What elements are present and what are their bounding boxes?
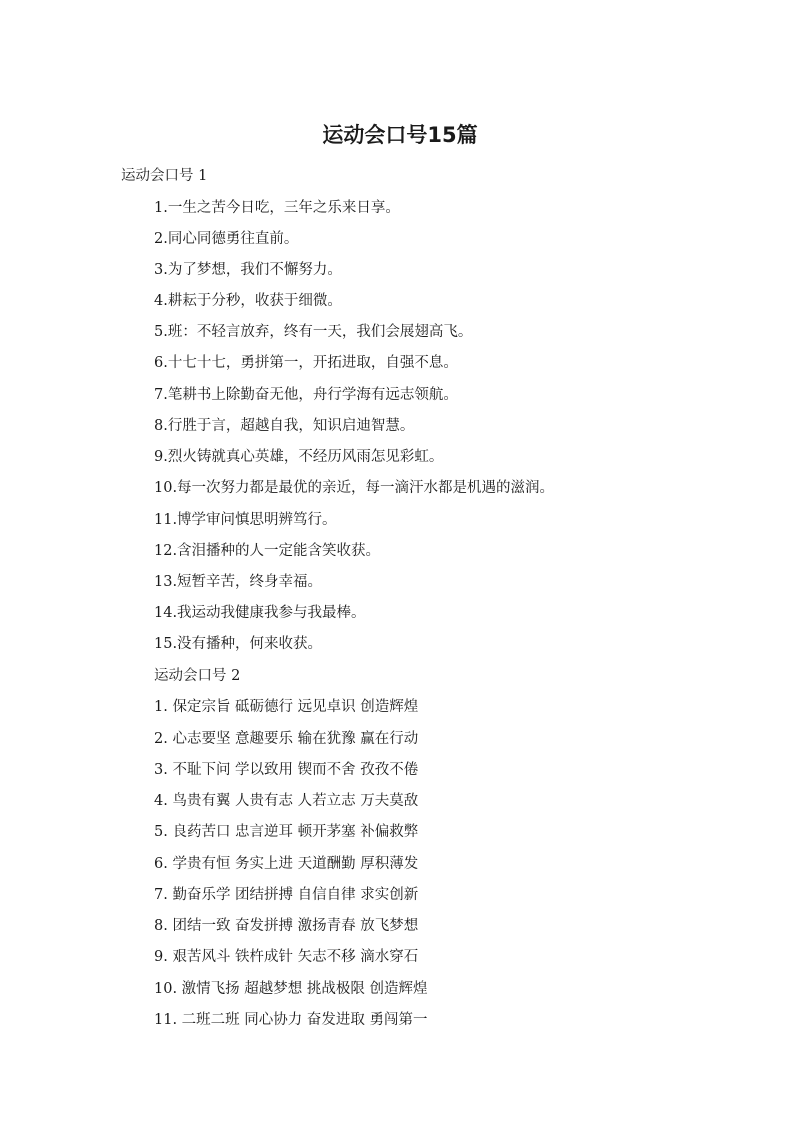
section-heading-2: 运动会口号 2 bbox=[154, 668, 241, 684]
list-item: 10. 激情飞扬 超越梦想 挑战极限 创造辉煌 bbox=[154, 981, 428, 997]
list-item: 2.同心同德勇往直前。 bbox=[154, 231, 299, 247]
list-item: 4.耕耘于分秒，收获于细微。 bbox=[154, 293, 342, 309]
list-item: 12.含泪播种的人一定能含笑收获。 bbox=[154, 543, 381, 559]
list-item: 2. 心志要坚 意趣要乐 输在犹豫 赢在行动 bbox=[154, 731, 419, 747]
list-item: 1. 保定宗旨 砥砺德行 远见卓识 创造辉煌 bbox=[154, 699, 419, 715]
list-item: 8.行胜于言，超越自我，知识启迪智慧。 bbox=[154, 418, 415, 434]
list-item: 10.每一次努力都是最优的亲近，每一滴汗水都是机遇的滋润。 bbox=[154, 480, 555, 496]
list-item: 3.为了梦想，我们不懈努力。 bbox=[154, 262, 342, 278]
list-item: 1.一生之苦今日吃，三年之乐来日享。 bbox=[154, 200, 400, 216]
list-item: 3. 不耻下问 学以致用 锲而不舍 孜孜不倦 bbox=[154, 762, 419, 778]
list-item: 9. 艰苦风斗 铁杵成针 矢志不移 滴水穿石 bbox=[154, 949, 419, 965]
list-item: 6. 学贵有恒 务实上进 天道酬勤 厚积薄发 bbox=[154, 856, 419, 872]
list-item: 4. 鸟贵有翼 人贵有志 人若立志 万夫莫敌 bbox=[154, 793, 419, 809]
list-item: 8. 团结一致 奋发拼搏 激扬青春 放飞梦想 bbox=[154, 918, 419, 934]
list-item: 9.烈火铸就真心英雄，不经历风雨怎见彩虹。 bbox=[154, 449, 444, 465]
list-item: 5. 良药苦口 忠言逆耳 顿开茅塞 补偏救弊 bbox=[154, 824, 419, 840]
list-item: 14.我运动我健康我参与我最棒。 bbox=[154, 605, 366, 621]
list-item: 5.班：不轻言放弃，终有一天，我们会展翅高飞。 bbox=[154, 324, 473, 340]
list-item: 15.没有播种，何来收获。 bbox=[154, 636, 323, 652]
list-item: 11. 二班二班 同心协力 奋发进取 勇闯第一 bbox=[154, 1012, 428, 1028]
list-item: 7. 勤奋乐学 团结拼搏 自信自律 求实创新 bbox=[154, 887, 419, 903]
list-item: 13.短暂辛苦，终身幸福。 bbox=[154, 574, 323, 590]
list-item: 6.十七十七，勇拼第一，开拓进取，自强不息。 bbox=[154, 355, 458, 371]
list-item: 11.博学审问慎思明辨笃行。 bbox=[154, 512, 337, 528]
section-heading-1: 运动会口号 1 bbox=[121, 168, 208, 184]
page-title: 运动会口号15篇 bbox=[322, 123, 478, 147]
list-item: 7.笔耕书上除勤奋无他，舟行学海有远志领航。 bbox=[154, 387, 458, 403]
